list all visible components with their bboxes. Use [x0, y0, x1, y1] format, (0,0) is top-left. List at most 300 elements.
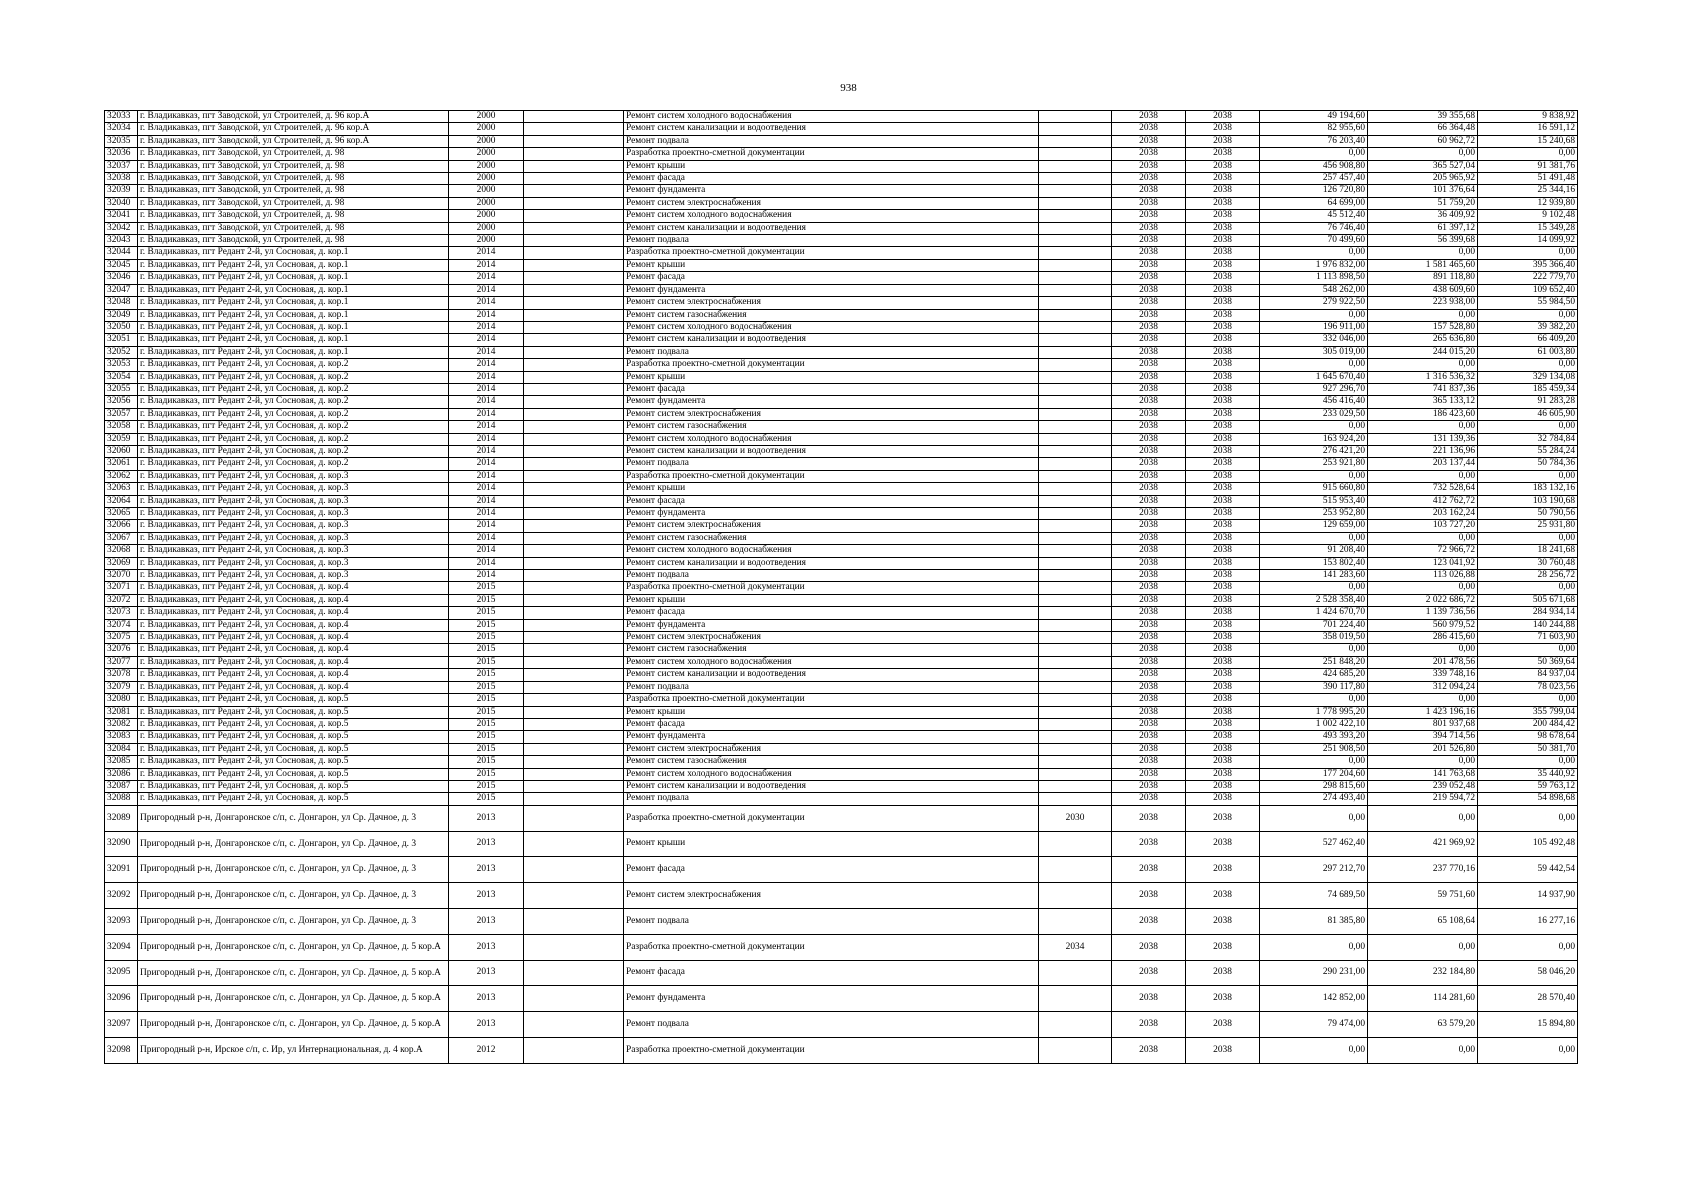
fund-cost-cell: 1 423 196,16 — [1368, 706, 1478, 718]
fund-cost-cell: 56 399,68 — [1368, 235, 1478, 247]
plan-year-end-cell: 2038 — [1186, 297, 1260, 309]
total-cost-cell: 390 117,80 — [1260, 681, 1368, 693]
work-type-cell: Ремонт систем канализации и водоотведения — [624, 123, 1039, 135]
owner-cost-cell: 71 603,90 — [1478, 632, 1578, 644]
year-cell — [1039, 883, 1112, 909]
table-row — [105, 235, 1578, 247]
owner-cost-cell: 140 244,88 — [1478, 619, 1578, 631]
owner-cost-cell: 0,00 — [1478, 421, 1578, 433]
address-cell: г. Владикавказ, пгт Редант 2-й, ул Сосновая, д. кор.3 — [138, 557, 449, 569]
fund-cost-cell: 0,00 — [1368, 1037, 1478, 1063]
row-number: 32075 — [105, 632, 138, 644]
plan-year-end-cell: 2038 — [1186, 594, 1260, 606]
row-number: 32080 — [105, 694, 138, 706]
plan-year-start-cell: 2038 — [1112, 619, 1186, 631]
fund-cost-cell: 365 527,04 — [1368, 160, 1478, 172]
plan-year-end-cell: 2038 — [1186, 706, 1260, 718]
work-type-cell: Ремонт систем канализации и водоотведения — [624, 669, 1039, 681]
build-year-cell: 2014 — [449, 297, 524, 309]
owner-cost-cell: 51 491,48 — [1478, 173, 1578, 185]
fund-cost-cell: 101 376,64 — [1368, 185, 1478, 197]
total-cost-cell: 82 955,60 — [1260, 123, 1368, 135]
build-year-cell: 2013 — [449, 805, 524, 831]
work-type-cell: Ремонт систем холодного водоснабжения — [624, 321, 1039, 333]
fund-cost-cell: 63 579,20 — [1368, 1012, 1478, 1038]
fund-cost-cell: 0,00 — [1368, 421, 1478, 433]
empty-cell — [524, 272, 624, 284]
build-year-cell: 2000 — [449, 197, 524, 209]
total-cost-cell: 233 029,50 — [1260, 408, 1368, 420]
table-row — [105, 1037, 1578, 1063]
plan-year-end-cell: 2038 — [1186, 445, 1260, 457]
total-cost-cell: 305 019,00 — [1260, 346, 1368, 358]
table-row — [105, 619, 1578, 631]
empty-cell — [524, 458, 624, 470]
fund-cost-cell: 221 136,96 — [1368, 445, 1478, 457]
address-cell: г. Владикавказ, пгт Редант 2-й, ул Сосновая, д. кор.3 — [138, 508, 449, 520]
empty-cell — [524, 483, 624, 495]
empty-cell — [524, 570, 624, 582]
plan-year-start-cell: 2038 — [1112, 309, 1186, 321]
address-cell: Пригородный р-н, Донгаронское с/п, с. Донгарон, ул Ср. Дачное, д. 3 — [138, 805, 449, 831]
table-row — [105, 408, 1578, 420]
address-cell: г. Владикавказ, пгт Редант 2-й, ул Сосновая, д. кор.2 — [138, 421, 449, 433]
build-year-cell: 2014 — [449, 259, 524, 271]
build-year-cell: 2000 — [449, 123, 524, 135]
plan-year-start-cell: 2038 — [1112, 383, 1186, 395]
total-cost-cell: 251 848,20 — [1260, 656, 1368, 668]
empty-cell — [524, 359, 624, 371]
address-cell: г. Владикавказ, пгт Редант 2-й, ул Сосновая, д. кор.4 — [138, 632, 449, 644]
total-cost-cell: 0,00 — [1260, 1037, 1368, 1063]
table-row — [105, 396, 1578, 408]
year-cell — [1039, 594, 1112, 606]
table-row — [105, 470, 1578, 482]
plan-year-end-cell: 2038 — [1186, 908, 1260, 934]
plan-year-end-cell: 2038 — [1186, 619, 1260, 631]
owner-cost-cell: 0,00 — [1478, 644, 1578, 656]
row-number: 32042 — [105, 222, 138, 234]
total-cost-cell: 358 019,50 — [1260, 632, 1368, 644]
total-cost-cell: 0,00 — [1260, 694, 1368, 706]
empty-cell — [524, 334, 624, 346]
year-cell — [1039, 718, 1112, 730]
address-cell: г. Владикавказ, пгт Редант 2-й, ул Сосновая, д. кор.2 — [138, 371, 449, 383]
plan-year-end-cell: 2038 — [1186, 1012, 1260, 1038]
plan-year-end-cell: 2038 — [1186, 632, 1260, 644]
page-number: 938 — [840, 82, 857, 94]
build-year-cell: 2013 — [449, 831, 524, 857]
owner-cost-cell: 0,00 — [1478, 805, 1578, 831]
total-cost-cell: 0,00 — [1260, 644, 1368, 656]
work-type-cell: Ремонт крыши — [624, 706, 1039, 718]
empty-cell — [524, 445, 624, 457]
year-cell — [1039, 743, 1112, 755]
row-number: 32048 — [105, 297, 138, 309]
year-cell — [1039, 297, 1112, 309]
address-cell: г. Владикавказ, пгт Редант 2-й, ул Сосновая, д. кор.5 — [138, 706, 449, 718]
year-cell — [1039, 495, 1112, 507]
works-table — [104, 110, 1578, 1064]
address-cell: г. Владикавказ, пгт Редант 2-й, ул Сосновая, д. кор.5 — [138, 694, 449, 706]
total-cost-cell: 126 720,80 — [1260, 185, 1368, 197]
plan-year-start-cell: 2038 — [1112, 718, 1186, 730]
build-year-cell: 2015 — [449, 743, 524, 755]
build-year-cell: 2015 — [449, 582, 524, 594]
fund-cost-cell: 0,00 — [1368, 756, 1478, 768]
work-type-cell: Ремонт фасада — [624, 718, 1039, 730]
work-type-cell: Разработка проектно-сметной документации — [624, 148, 1039, 160]
address-cell: г. Владикавказ, пгт Редант 2-й, ул Сосновая, д. кор.3 — [138, 520, 449, 532]
address-cell: г. Владикавказ, пгт Редант 2-й, ул Сосновая, д. кор.1 — [138, 247, 449, 259]
owner-cost-cell: 98 678,64 — [1478, 731, 1578, 743]
total-cost-cell: 253 952,80 — [1260, 508, 1368, 520]
year-cell — [1039, 1037, 1112, 1063]
row-number: 32040 — [105, 197, 138, 209]
year-cell — [1039, 284, 1112, 296]
year-cell — [1039, 532, 1112, 544]
row-number: 32071 — [105, 582, 138, 594]
plan-year-start-cell: 2038 — [1112, 1037, 1186, 1063]
table-row — [105, 160, 1578, 172]
table-row — [105, 756, 1578, 768]
owner-cost-cell: 0,00 — [1478, 694, 1578, 706]
table-row — [105, 644, 1578, 656]
empty-cell — [524, 421, 624, 433]
owner-cost-cell: 105 492,48 — [1478, 831, 1578, 857]
build-year-cell: 2014 — [449, 458, 524, 470]
empty-cell — [524, 371, 624, 383]
owner-cost-cell: 0,00 — [1478, 309, 1578, 321]
plan-year-start-cell: 2038 — [1112, 532, 1186, 544]
address-cell: г. Владикавказ, пгт Заводской, ул Строителей, д. 98 — [138, 160, 449, 172]
fund-cost-cell: 0,00 — [1368, 582, 1478, 594]
table-row — [105, 594, 1578, 606]
table-row — [105, 656, 1578, 668]
build-year-cell: 2014 — [449, 545, 524, 557]
total-cost-cell: 91 208,40 — [1260, 545, 1368, 557]
empty-cell — [524, 768, 624, 780]
work-type-cell: Ремонт фасада — [624, 960, 1039, 986]
year-cell — [1039, 694, 1112, 706]
address-cell: г. Владикавказ, пгт Редант 2-й, ул Сосновая, д. кор.1 — [138, 284, 449, 296]
row-number: 32046 — [105, 272, 138, 284]
row-number: 32083 — [105, 731, 138, 743]
total-cost-cell: 141 283,60 — [1260, 570, 1368, 582]
work-type-cell: Ремонт систем газоснабжения — [624, 644, 1039, 656]
year-cell: 2034 — [1039, 934, 1112, 960]
work-type-cell: Ремонт крыши — [624, 160, 1039, 172]
year-cell — [1039, 259, 1112, 271]
year-cell — [1039, 210, 1112, 222]
work-type-cell: Ремонт фасада — [624, 857, 1039, 883]
owner-cost-cell: 0,00 — [1478, 756, 1578, 768]
plan-year-end-cell: 2038 — [1186, 960, 1260, 986]
owner-cost-cell: 505 671,68 — [1478, 594, 1578, 606]
plan-year-end-cell: 2038 — [1186, 857, 1260, 883]
owner-cost-cell: 222 779,70 — [1478, 272, 1578, 284]
empty-cell — [524, 857, 624, 883]
row-number: 32058 — [105, 421, 138, 433]
empty-cell — [524, 1012, 624, 1038]
year-cell — [1039, 321, 1112, 333]
year-cell — [1039, 582, 1112, 594]
owner-cost-cell: 50 784,36 — [1478, 458, 1578, 470]
build-year-cell: 2014 — [449, 433, 524, 445]
work-type-cell: Разработка проектно-сметной документации — [624, 694, 1039, 706]
plan-year-end-cell: 2038 — [1186, 173, 1260, 185]
fund-cost-cell: 0,00 — [1368, 309, 1478, 321]
address-cell: г. Владикавказ, пгт Заводской, ул Строителей, д. 96 кор.А — [138, 135, 449, 147]
build-year-cell: 2014 — [449, 247, 524, 259]
table-row — [105, 483, 1578, 495]
work-type-cell: Разработка проектно-сметной документации — [624, 582, 1039, 594]
build-year-cell: 2014 — [449, 508, 524, 520]
owner-cost-cell: 0,00 — [1478, 532, 1578, 544]
plan-year-start-cell: 2038 — [1112, 359, 1186, 371]
plan-year-end-cell: 2038 — [1186, 532, 1260, 544]
table-row — [105, 532, 1578, 544]
work-type-cell: Ремонт фундамента — [624, 619, 1039, 631]
build-year-cell: 2015 — [449, 656, 524, 668]
plan-year-end-cell: 2038 — [1186, 135, 1260, 147]
row-number: 32053 — [105, 359, 138, 371]
plan-year-start-cell: 2038 — [1112, 594, 1186, 606]
year-cell — [1039, 908, 1112, 934]
table-row — [105, 508, 1578, 520]
table-row — [105, 934, 1578, 960]
address-cell: Пригородный р-н, Донгаронское с/п, с. Донгарон, ул Ср. Дачное, д. 5 кор.А — [138, 1012, 449, 1038]
empty-cell — [524, 681, 624, 693]
owner-cost-cell: 58 046,20 — [1478, 960, 1578, 986]
work-type-cell: Ремонт систем электроснабжения — [624, 632, 1039, 644]
plan-year-start-cell: 2038 — [1112, 706, 1186, 718]
owner-cost-cell: 30 760,48 — [1478, 557, 1578, 569]
build-year-cell: 2014 — [449, 495, 524, 507]
fund-cost-cell: 113 026,88 — [1368, 570, 1478, 582]
empty-cell — [524, 644, 624, 656]
year-cell — [1039, 458, 1112, 470]
total-cost-cell: 0,00 — [1260, 532, 1368, 544]
year-cell — [1039, 681, 1112, 693]
build-year-cell: 2014 — [449, 570, 524, 582]
empty-cell — [524, 160, 624, 172]
fund-cost-cell: 394 714,56 — [1368, 731, 1478, 743]
total-cost-cell: 298 815,60 — [1260, 780, 1368, 792]
fund-cost-cell: 103 727,20 — [1368, 520, 1478, 532]
table-row — [105, 607, 1578, 619]
address-cell: г. Владикавказ, пгт Редант 2-й, ул Сосновая, д. кор.1 — [138, 334, 449, 346]
total-cost-cell: 456 416,40 — [1260, 396, 1368, 408]
plan-year-end-cell: 2038 — [1186, 222, 1260, 234]
empty-cell — [524, 297, 624, 309]
year-cell — [1039, 756, 1112, 768]
work-type-cell: Ремонт систем газоснабжения — [624, 421, 1039, 433]
build-year-cell: 2015 — [449, 793, 524, 805]
build-year-cell: 2014 — [449, 334, 524, 346]
work-type-cell: Ремонт систем электроснабжения — [624, 408, 1039, 420]
address-cell: г. Владикавказ, пгт Редант 2-й, ул Сосновая, д. кор.5 — [138, 743, 449, 755]
owner-cost-cell: 9 838,92 — [1478, 111, 1578, 123]
plan-year-end-cell: 2038 — [1186, 272, 1260, 284]
fund-cost-cell: 265 636,80 — [1368, 334, 1478, 346]
table-row — [105, 197, 1578, 209]
table-row — [105, 520, 1578, 532]
fund-cost-cell: 1 139 736,56 — [1368, 607, 1478, 619]
empty-cell — [524, 908, 624, 934]
plan-year-start-cell: 2038 — [1112, 632, 1186, 644]
build-year-cell: 2000 — [449, 111, 524, 123]
plan-year-end-cell: 2038 — [1186, 210, 1260, 222]
owner-cost-cell: 25 931,80 — [1478, 520, 1578, 532]
owner-cost-cell: 0,00 — [1478, 934, 1578, 960]
total-cost-cell: 0,00 — [1260, 470, 1368, 482]
address-cell: г. Владикавказ, пгт Редант 2-й, ул Сосновая, д. кор.5 — [138, 756, 449, 768]
empty-cell — [524, 743, 624, 755]
work-type-cell: Ремонт систем газоснабжения — [624, 309, 1039, 321]
work-type-cell: Ремонт фасада — [624, 495, 1039, 507]
owner-cost-cell: 0,00 — [1478, 359, 1578, 371]
table-row — [105, 334, 1578, 346]
plan-year-end-cell: 2038 — [1186, 520, 1260, 532]
address-cell: г. Владикавказ, пгт Редант 2-й, ул Сосновая, д. кор.4 — [138, 656, 449, 668]
total-cost-cell: 424 685,20 — [1260, 669, 1368, 681]
year-cell — [1039, 123, 1112, 135]
work-type-cell: Разработка проектно-сметной документации — [624, 1037, 1039, 1063]
total-cost-cell: 81 385,80 — [1260, 908, 1368, 934]
fund-cost-cell: 0,00 — [1368, 148, 1478, 160]
address-cell: г. Владикавказ, пгт Редант 2-й, ул Сосновая, д. кор.3 — [138, 570, 449, 582]
empty-cell — [524, 247, 624, 259]
table-row — [105, 883, 1578, 909]
empty-cell — [524, 557, 624, 569]
total-cost-cell: 129 659,00 — [1260, 520, 1368, 532]
plan-year-end-cell: 2038 — [1186, 805, 1260, 831]
address-cell: г. Владикавказ, пгт Редант 2-й, ул Сосновая, д. кор.5 — [138, 731, 449, 743]
empty-cell — [524, 433, 624, 445]
empty-cell — [524, 210, 624, 222]
fund-cost-cell: 244 015,20 — [1368, 346, 1478, 358]
table-row — [105, 694, 1578, 706]
empty-cell — [524, 756, 624, 768]
table-row — [105, 185, 1578, 197]
owner-cost-cell: 284 934,14 — [1478, 607, 1578, 619]
build-year-cell: 2014 — [449, 520, 524, 532]
table-row — [105, 908, 1578, 934]
year-cell — [1039, 644, 1112, 656]
owner-cost-cell: 0,00 — [1478, 1037, 1578, 1063]
address-cell: Пригородный р-н, Донгаронское с/п, с. Донгарон, ул Ср. Дачное, д. 3 — [138, 831, 449, 857]
work-type-cell: Ремонт систем электроснабжения — [624, 297, 1039, 309]
address-cell: г. Владикавказ, пгт Редант 2-й, ул Сосновая, д. кор.2 — [138, 445, 449, 457]
address-cell: г. Владикавказ, пгт Редант 2-й, ул Сосновая, д. кор.1 — [138, 297, 449, 309]
plan-year-start-cell: 2038 — [1112, 396, 1186, 408]
empty-cell — [524, 185, 624, 197]
fund-cost-cell: 891 118,80 — [1368, 272, 1478, 284]
work-type-cell: Ремонт систем холодного водоснабжения — [624, 656, 1039, 668]
owner-cost-cell: 55 984,50 — [1478, 297, 1578, 309]
build-year-cell: 2012 — [449, 1037, 524, 1063]
fund-cost-cell: 141 763,68 — [1368, 768, 1478, 780]
table-row — [105, 545, 1578, 557]
address-cell: г. Владикавказ, пгт Редант 2-й, ул Сосновая, д. кор.4 — [138, 644, 449, 656]
fund-cost-cell: 339 748,16 — [1368, 669, 1478, 681]
address-cell: г. Владикавказ, пгт Редант 2-й, ул Сосновая, д. кор.4 — [138, 594, 449, 606]
address-cell: г. Владикавказ, пгт Редант 2-й, ул Сосновая, д. кор.5 — [138, 793, 449, 805]
empty-cell — [524, 470, 624, 482]
build-year-cell: 2015 — [449, 756, 524, 768]
owner-cost-cell: 0,00 — [1478, 247, 1578, 259]
row-number: 32069 — [105, 557, 138, 569]
fund-cost-cell: 312 094,24 — [1368, 681, 1478, 693]
address-cell: г. Владикавказ, пгт Заводской, ул Строителей, д. 98 — [138, 173, 449, 185]
plan-year-end-cell: 2038 — [1186, 371, 1260, 383]
fund-cost-cell: 39 355,68 — [1368, 111, 1478, 123]
work-type-cell: Ремонт крыши — [624, 483, 1039, 495]
work-type-cell: Ремонт крыши — [624, 831, 1039, 857]
plan-year-start-cell: 2038 — [1112, 259, 1186, 271]
total-cost-cell: 177 204,60 — [1260, 768, 1368, 780]
work-type-cell: Ремонт систем газоснабжения — [624, 756, 1039, 768]
empty-cell — [524, 532, 624, 544]
plan-year-end-cell: 2038 — [1186, 346, 1260, 358]
row-number: 32097 — [105, 1012, 138, 1038]
fund-cost-cell: 205 965,92 — [1368, 173, 1478, 185]
plan-year-end-cell: 2038 — [1186, 831, 1260, 857]
owner-cost-cell: 50 790,56 — [1478, 508, 1578, 520]
empty-cell — [524, 706, 624, 718]
plan-year-end-cell: 2038 — [1186, 359, 1260, 371]
year-cell — [1039, 960, 1112, 986]
table-row — [105, 743, 1578, 755]
owner-cost-cell: 50 381,70 — [1478, 743, 1578, 755]
empty-cell — [524, 284, 624, 296]
plan-year-end-cell: 2038 — [1186, 247, 1260, 259]
address-cell: г. Владикавказ, пгт Редант 2-й, ул Сосновая, д. кор.3 — [138, 545, 449, 557]
plan-year-start-cell: 2038 — [1112, 433, 1186, 445]
row-number: 32072 — [105, 594, 138, 606]
total-cost-cell: 1 113 898,50 — [1260, 272, 1368, 284]
fund-cost-cell: 201 478,56 — [1368, 656, 1478, 668]
empty-cell — [524, 831, 624, 857]
empty-cell — [524, 259, 624, 271]
work-type-cell: Ремонт систем канализации и водоотведения — [624, 557, 1039, 569]
total-cost-cell: 279 922,50 — [1260, 297, 1368, 309]
plan-year-end-cell: 2038 — [1186, 1037, 1260, 1063]
work-type-cell: Ремонт фасада — [624, 383, 1039, 395]
fund-cost-cell: 65 108,64 — [1368, 908, 1478, 934]
plan-year-end-cell: 2038 — [1186, 768, 1260, 780]
build-year-cell: 2013 — [449, 908, 524, 934]
row-number: 32033 — [105, 111, 138, 123]
year-cell — [1039, 235, 1112, 247]
table-row — [105, 458, 1578, 470]
plan-year-end-cell: 2038 — [1186, 197, 1260, 209]
plan-year-end-cell: 2038 — [1186, 185, 1260, 197]
row-number: 32077 — [105, 656, 138, 668]
plan-year-start-cell: 2038 — [1112, 210, 1186, 222]
fund-cost-cell: 51 759,20 — [1368, 197, 1478, 209]
year-cell — [1039, 421, 1112, 433]
owner-cost-cell: 185 459,34 — [1478, 383, 1578, 395]
table-row — [105, 780, 1578, 792]
plan-year-end-cell: 2038 — [1186, 334, 1260, 346]
owner-cost-cell: 15 349,28 — [1478, 222, 1578, 234]
plan-year-start-cell: 2038 — [1112, 160, 1186, 172]
work-type-cell: Ремонт фасада — [624, 272, 1039, 284]
year-cell — [1039, 520, 1112, 532]
table-body — [105, 111, 1578, 1064]
